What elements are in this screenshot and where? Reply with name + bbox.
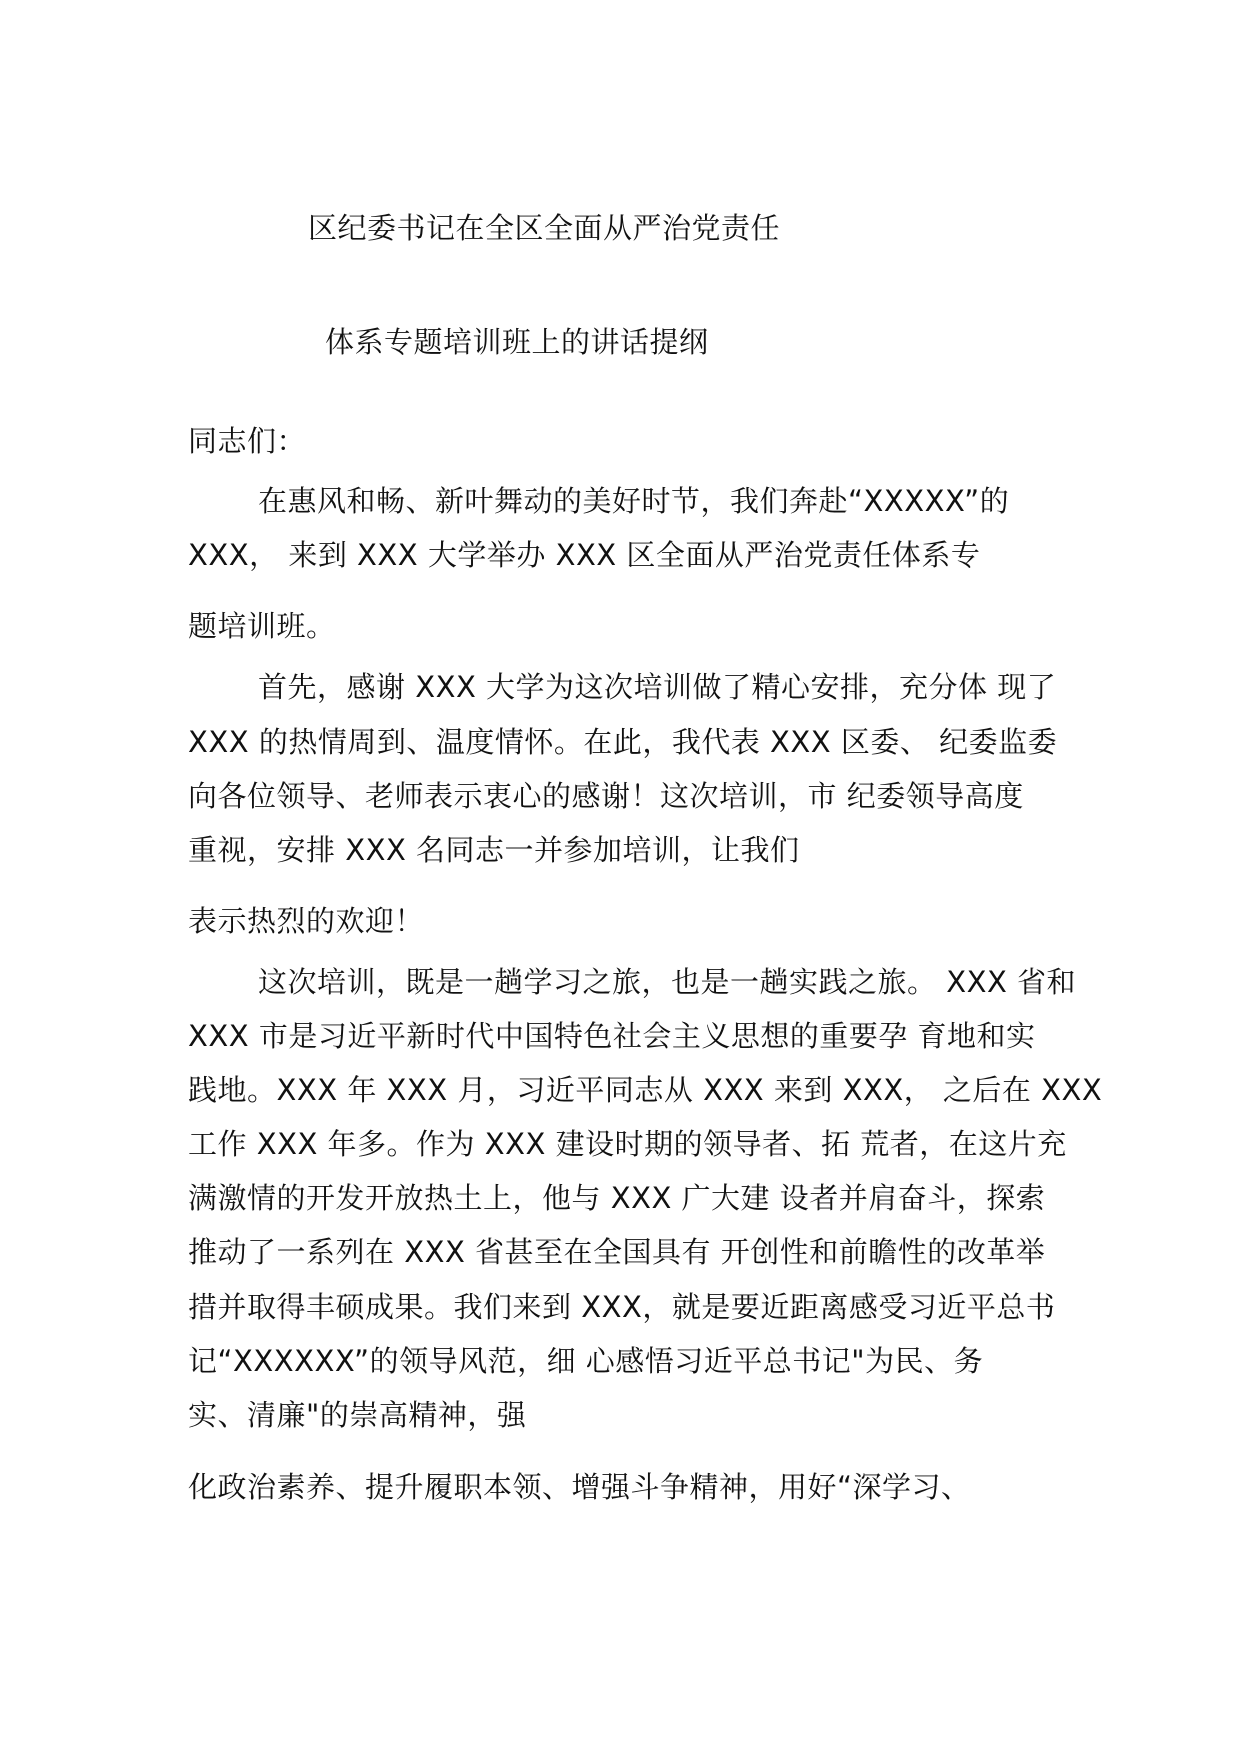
- body-line: 重视，安排 XXX 名同志一并参加培训，让我们: [188, 833, 800, 867]
- body-line: XXX， 来到 XXX 大学举办 XXX 区全面从严治党责任体系专: [188, 538, 981, 572]
- body-line: 践地。XXX 年 XXX 月，习近平同志从 XXX 来到 XXX， 之后在 XXX: [188, 1073, 1103, 1107]
- body-line: 推动了一系列在 XXX 省甚至在全国具有 开创性和前瞻性的改革举: [188, 1235, 1046, 1269]
- salutation: 同志们：: [188, 424, 307, 458]
- body-line: 满激情的开发开放热土上，他与 XXX 广大建 设者并肩奋斗，探索: [188, 1181, 1046, 1215]
- body-line: 记“XXXXXX”的领导风范，细 心感悟习近平总书记"为民、务: [188, 1344, 984, 1378]
- body-line: 这次培训，既是一趟学习之旅，也是一趟实践之旅。 XXX 省和: [258, 965, 1077, 999]
- body-line: 措并取得丰硕成果。我们来到 XXX，就是要近距离感受习近平总书: [188, 1290, 1056, 1324]
- body-line: 向各位领导、老师表示衷心的感谢！这次培训，市 纪委领导高度: [188, 779, 1024, 813]
- body-line: XXX 的热情周到、温度情怀。在此，我代表 XXX 区委、 纪委监委: [188, 725, 1058, 759]
- body-line: 实、清廉"的崇高精神，强: [188, 1398, 527, 1432]
- body-line: 表示热烈的欢迎！: [188, 904, 425, 938]
- body-line: 化政治素养、提升履职本领、增强斗争精神，用好“深学习、: [188, 1470, 971, 1504]
- document-title-line-2: 体系专题培训班上的讲话提纲: [325, 325, 709, 359]
- body-line: 题培训班。: [188, 609, 336, 643]
- body-line: 工作 XXX 年多。作为 XXX 建设时期的领导者、拓 荒者，在这片充: [188, 1127, 1067, 1161]
- body-line: 首先，感谢 XXX 大学为这次培训做了精心安排，充分体 现了: [258, 670, 1057, 704]
- document-title-line-1: 区纪委书记在全区全面从严治党责任: [308, 211, 781, 245]
- body-line: XXX 市是习近平新时代中国特色社会主义思想的重要孕 育地和实: [188, 1019, 1036, 1053]
- body-line: 在惠风和畅、新叶舞动的美好时节，我们奔赴“XXXXX”的: [258, 484, 1010, 518]
